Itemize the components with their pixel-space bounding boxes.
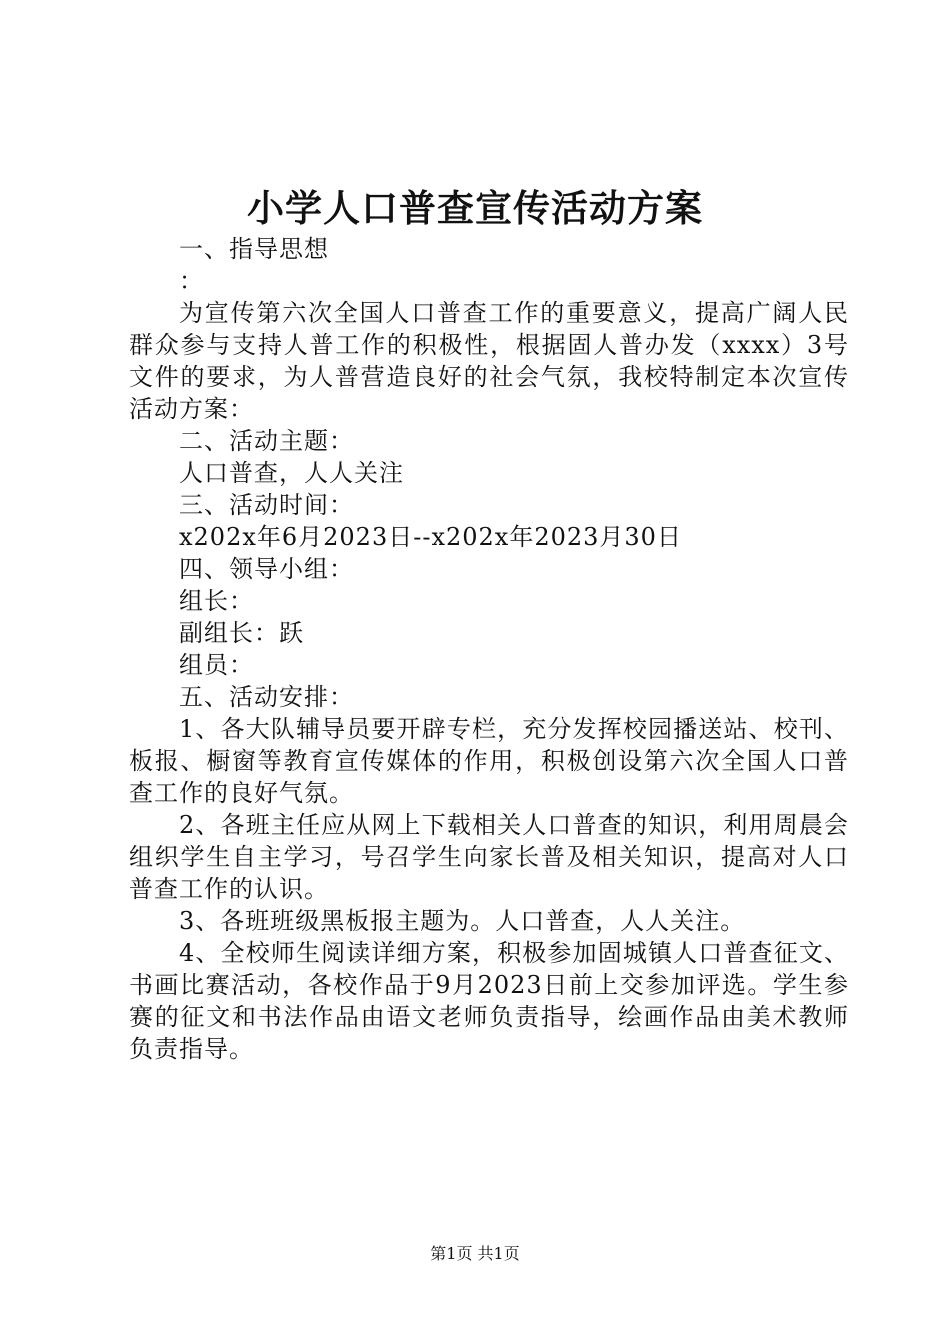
arrangement-item-4: 4、全校师生阅读详细方案，积极参加固城镇人口普查征文、书画比赛活动，各校作品于9月2023日前上交参加评选。学生参赛的征文和书法作品由语文老师负责指导，绘画作品由美术教师负责指导。 xyxy=(129,939,849,1063)
theme-value: 人口普查，人人关注 xyxy=(179,459,404,487)
leader-deputy: 副组长：跃 xyxy=(179,619,304,647)
leader-members: 组员： xyxy=(179,651,254,679)
section-heading-arrangement: 五、活动安排： xyxy=(179,683,354,711)
page-footer: 第1页 共1页 xyxy=(430,1244,520,1263)
arrangement-item-1: 1、各大队辅导员要开辟专栏，充分发挥校园播送站、校刊、板报、橱窗等教育宣传媒体的作用，积极创设第六次全国人口普查工作的良好气氛。 xyxy=(129,715,849,807)
time-value: x202x年6月2023日--x202x年2023月30日 xyxy=(179,523,682,551)
section-heading-theme: 二、活动主题： xyxy=(179,427,354,455)
guiding-paragraph: 为宣传第六次全国人口普查工作的重要意义，提高广阔人民群众参与支持人普工作的积极性，根据固人普办发（xxxx）3号文件的要求，为人普营造良好的社会气氛，我校特制定本次宣传活动方案： xyxy=(129,299,849,423)
section-heading-time: 三、活动时间： xyxy=(179,491,354,519)
document-title: 小学人口普查宣传活动方案 xyxy=(247,186,703,230)
arrangement-item-3: 3、各班班级黑板报主题为。人口普查，人人关注。 xyxy=(179,907,746,935)
section-heading-guiding: 一、指导思想 xyxy=(179,235,329,263)
leader-head: 组长： xyxy=(179,587,254,615)
guiding-colon: ： xyxy=(179,267,204,295)
section-heading-leaders: 四、领导小组： xyxy=(179,555,354,583)
arrangement-item-2: 2、各班主任应从网上下载相关人口普查的知识，利用周晨会组织学生自主学习，号召学生向家长普及相关知识，提高对人口普查工作的认识。 xyxy=(129,811,849,903)
document-body xyxy=(129,209,849,1065)
